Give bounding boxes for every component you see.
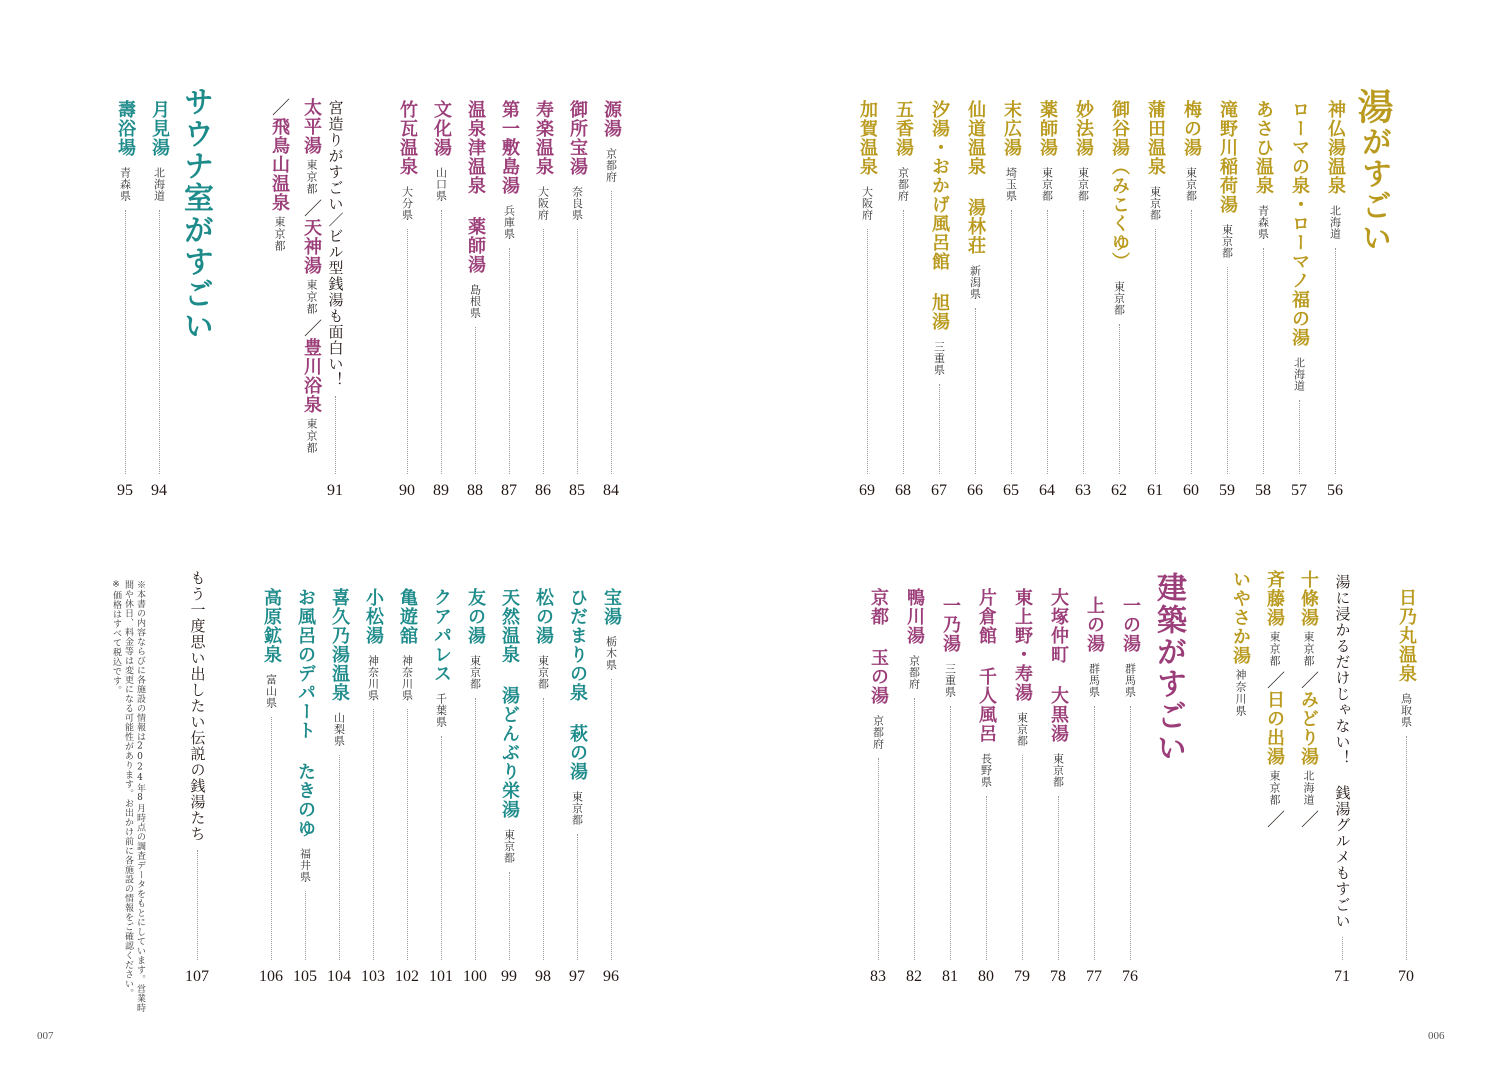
entry-name[interactable]: みどり湯 [1298, 690, 1319, 766]
entry-prefecture: 北海道 [152, 167, 166, 202]
toc-entry[interactable] [1318, 100, 1352, 500]
entry-name: クアパレス [431, 588, 452, 683]
entry-prefecture: 東京都 [1076, 167, 1090, 202]
toc-entry[interactable] [254, 588, 288, 986]
entry-name: 末広湯 [1001, 100, 1022, 157]
toc-entry[interactable] [1210, 100, 1244, 500]
page-number: 82 [906, 968, 922, 985]
leader-dots [1263, 248, 1264, 475]
page-number: 68 [895, 482, 911, 499]
toc-entry[interactable] [108, 100, 142, 500]
entry-name: 月見湯 [149, 100, 170, 157]
entry-prefecture: 東京都 [1051, 753, 1065, 788]
entry-prefecture: 東京都 [1015, 712, 1029, 747]
page-number: 58 [1255, 482, 1271, 499]
entry-name: 喜久乃湯温泉 [329, 588, 350, 702]
entry-name[interactable]: 斉藤湯 [1264, 570, 1285, 627]
leader-dots [475, 698, 476, 961]
toc-bldg-line1: 太平湯東京都／天神湯東京都／豊川浴泉東京都 [301, 98, 322, 454]
page-number: 80 [978, 968, 994, 985]
toc-entry[interactable] [933, 596, 967, 986]
toc-entry[interactable] [1066, 100, 1100, 500]
entry-prefecture: 島根県 [468, 284, 482, 319]
leader-dots [975, 308, 976, 475]
toc-entry[interactable] [390, 100, 424, 500]
entry-prefecture: 青森県 [1256, 205, 1270, 240]
toc-entry[interactable] [958, 100, 992, 500]
entry-name: 友の湯 [465, 588, 486, 645]
page-number: 98 [535, 968, 551, 985]
leader-dots [407, 229, 408, 475]
toc-entry[interactable] [897, 588, 931, 986]
heading-kenchiku: 建築がすごい [1151, 572, 1186, 764]
entry-name: 汐湯・おかげ風呂館 旭湯 [929, 100, 950, 331]
page-number: 67 [931, 482, 947, 499]
entry-prefecture: 奈良県 [570, 186, 584, 221]
entry-name: ローマの泉・ローマノ福の湯 [1289, 100, 1310, 347]
entry-name: 大塚仲町 大黒湯 [1048, 588, 1069, 743]
leader-dots [577, 834, 578, 961]
entry-name[interactable]: 十條湯 [1298, 570, 1319, 627]
entry-name: 蒲田温泉 [1145, 100, 1166, 176]
entry-prefecture: 北海道 [1328, 205, 1342, 240]
entry-name[interactable]: 天神湯 [301, 218, 322, 275]
leader-dots [1083, 210, 1084, 475]
leader-dots [1227, 267, 1228, 475]
entry-name: 竹瓦温泉 [397, 100, 418, 176]
entry-name: 東上野・寿湯 [1012, 588, 1033, 702]
leader-dots [373, 709, 374, 960]
page-number: 66 [967, 482, 983, 499]
leader-dots [509, 248, 510, 475]
entry-name: 五香湯 [893, 100, 914, 157]
entry-prefecture: 京都府 [871, 715, 885, 750]
toc-entry[interactable] [1138, 100, 1172, 500]
folio-left: 007 [37, 1030, 54, 1042]
leader-dots [1335, 248, 1336, 475]
leader-dots [914, 698, 915, 961]
page-number: 63 [1075, 482, 1091, 499]
toc-entry[interactable] [492, 100, 526, 500]
page-number: 106 [259, 968, 283, 985]
leader-dots [1119, 324, 1120, 475]
toc-entry[interactable] [390, 588, 424, 986]
leader-dots [159, 210, 160, 475]
page-number: 91 [327, 482, 343, 499]
leader-dots [903, 210, 904, 475]
page-number: 104 [327, 968, 351, 985]
entry-name: 滝野川稲荷湯 [1217, 100, 1238, 214]
leader-dots [1155, 229, 1156, 475]
toc-entry[interactable] [1282, 100, 1316, 500]
page-number: 61 [1147, 482, 1163, 499]
entry-name: 梅の湯 [1181, 100, 1202, 157]
page-number: 97 [569, 968, 585, 985]
page-number: 107 [185, 968, 209, 985]
entry-name: 薬師湯 [1037, 100, 1058, 157]
toc-entry-gourmet-title[interactable] [1325, 574, 1359, 986]
page-number: 56 [1327, 482, 1343, 499]
toc-entry[interactable] [1077, 596, 1111, 986]
entry-name[interactable]: 太平湯 [301, 98, 322, 155]
entry-prefecture: 鳥取県 [1399, 693, 1413, 728]
toc-entry[interactable] [492, 588, 526, 986]
toc-entry[interactable] [1041, 588, 1075, 986]
entry-name: 神仏湯温泉 [1325, 100, 1346, 195]
leader-dots [1094, 706, 1095, 961]
page-number: 90 [399, 482, 415, 499]
entry-prefecture: 東京都 [570, 791, 584, 826]
leader-dots [441, 736, 442, 961]
page-number: 86 [535, 482, 551, 499]
leader-dots [1299, 400, 1300, 475]
page-number: 96 [603, 968, 619, 985]
page-number: 81 [942, 968, 958, 985]
entry-prefecture: 東京都 [1220, 224, 1234, 259]
toc-bldg-line2: ／飛鳥山温泉東京都 [269, 98, 290, 252]
entry-name: 壽浴場 [115, 100, 136, 157]
leader-dots [878, 758, 879, 961]
leader-dots [1047, 210, 1048, 475]
entry-name[interactable]: 豊川浴泉 [301, 338, 322, 414]
toc-entry[interactable] [886, 100, 920, 500]
leader-dots [509, 872, 510, 961]
entry-prefecture: 山梨県 [332, 712, 346, 747]
leader-dots [339, 755, 340, 961]
entry-name: 文化湯 [431, 100, 452, 157]
toc-entry[interactable] [1174, 100, 1208, 500]
entry-prefecture: 東京都 [536, 655, 550, 690]
entry-prefecture: 東京都 [1112, 281, 1126, 316]
entry-name: 一の湯 [1120, 596, 1141, 653]
entry-name: 京都 玉の湯 [868, 588, 889, 705]
entry-name: 亀遊舘 [397, 588, 418, 645]
entry-prefecture: 埼玉県 [1004, 167, 1018, 202]
leader-dots [1406, 736, 1407, 961]
entry-prefecture: 京都府 [604, 148, 618, 183]
entry-prefecture: 東京都 [502, 829, 516, 864]
leader-dots [577, 229, 578, 475]
page-number: 57 [1291, 482, 1307, 499]
heading-yu: 湯がすごい [1352, 88, 1394, 254]
toc-entry[interactable] [424, 588, 458, 986]
entry-name: 寿楽温泉 [533, 100, 554, 176]
entry-prefecture: 大分県 [400, 186, 414, 221]
entry-prefecture: 青森県 [118, 167, 132, 202]
entry-prefecture: 群馬県 [1087, 663, 1101, 698]
page-number: 101 [429, 968, 453, 985]
entry-name: 鴨川湯 [904, 588, 925, 645]
entry-name[interactable]: いやさか湯 [1230, 570, 1251, 665]
entry-prefecture: 京都府 [896, 167, 910, 202]
leader-dots [197, 850, 198, 960]
toc-entry[interactable] [526, 588, 560, 986]
page-number: 105 [293, 968, 317, 985]
entry-prefecture: 北海道 [1292, 357, 1306, 392]
toc-entry[interactable] [594, 588, 628, 986]
entry-name: 上の湯 [1084, 596, 1105, 653]
toc-entry[interactable] [458, 588, 492, 986]
entry-prefecture: 山口県 [434, 167, 448, 202]
page-number: 60 [1183, 482, 1199, 499]
entry-name: お風呂のデパート たきのゆ [295, 588, 316, 838]
toc-entry[interactable] [1005, 588, 1039, 986]
toc-entry[interactable] [1102, 100, 1136, 500]
folio-right: 006 [1428, 1030, 1445, 1042]
toc-entry[interactable] [424, 100, 458, 500]
toc-entry[interactable] [322, 588, 356, 986]
leader-dots [271, 717, 272, 961]
entry-prefecture: 大阪府 [536, 186, 550, 221]
entry-prefecture: 群馬県 [1123, 663, 1137, 698]
entry-name: 第一敷島湯 [499, 100, 520, 195]
page-number: 79 [1014, 968, 1030, 985]
toc-entry[interactable] [560, 100, 594, 500]
leader-dots [611, 191, 612, 475]
footnote: ※本書の内容ならびに各施設の情報は2024年8月時点の調査データをもとにしています。営業時 間や休日、料金等は変更になる可能性があります。お出かけ前に各施設の情報をご確認ください。 ※価格はすべて税込です。 [111, 580, 145, 1013]
leader-dots [543, 698, 544, 961]
page-number: 85 [569, 482, 585, 499]
toc-entry[interactable] [969, 588, 1003, 986]
page-number: 71 [1334, 968, 1350, 985]
toc-gourmet-line1: 十條湯東京都／みどり湯北海道／ [1298, 570, 1319, 829]
page-number: 95 [117, 482, 133, 499]
leader-dots [1342, 937, 1343, 960]
entry-prefecture: 大阪府 [860, 186, 874, 221]
entry-name: 御谷湯（みこくゆ） [1109, 100, 1130, 271]
page-number: 84 [603, 482, 619, 499]
leader-dots [611, 679, 612, 961]
page-number: 65 [1003, 482, 1019, 499]
leader-dots [441, 210, 442, 475]
entry-title: もう一度思い出したい伝説の銭湯たち [188, 570, 207, 842]
toc-entry[interactable] [594, 100, 628, 500]
entry-name: 妙法湯 [1073, 100, 1094, 157]
entry-name[interactable]: 飛鳥山温泉 [269, 117, 290, 212]
leader-dots [305, 891, 306, 961]
entry-name: 一乃湯 [940, 596, 961, 653]
page-number: 83 [870, 968, 886, 985]
toc-entry[interactable] [1389, 588, 1423, 986]
page-number: 87 [501, 482, 517, 499]
page-number: 89 [433, 482, 449, 499]
entry-prefecture: 兵庫県 [502, 205, 516, 240]
toc-gourmet-line2: 斉藤湯東京都／日の出湯東京都／ [1264, 570, 1285, 829]
leader-dots [950, 706, 951, 961]
entry-name: 天然温泉 湯どんぶり栄湯 [499, 588, 520, 819]
toc-entry[interactable] [861, 588, 895, 986]
toc-entry[interactable] [1030, 100, 1064, 500]
leader-dots [407, 709, 408, 960]
leader-dots [475, 327, 476, 475]
leader-dots [1058, 796, 1059, 961]
entry-title: 湯に浸かるだけじゃない！ 銭湯グルメもすごい [1333, 574, 1352, 929]
entry-prefecture: 東京都 [468, 655, 482, 690]
page-number: 76 [1122, 968, 1138, 985]
entry-name: 源湯 [601, 100, 622, 138]
entry-name: あさひ温泉 [1253, 100, 1274, 195]
leader-dots [1191, 210, 1192, 475]
toc-entry[interactable] [526, 100, 560, 500]
toc-entry[interactable] [142, 100, 176, 500]
toc-gourmet-line3: いやさか湯神奈川県 [1230, 570, 1251, 717]
entry-name: 加賀温泉 [857, 100, 878, 176]
toc-entry[interactable] [288, 588, 322, 986]
page-number: 102 [395, 968, 419, 985]
leader-dots [1011, 210, 1012, 475]
entry-prefecture: 栃木県 [604, 636, 618, 671]
entry-prefecture: 東京都 [1184, 167, 1198, 202]
leader-dots [543, 229, 544, 475]
toc-entry-legend[interactable] [180, 570, 214, 986]
entry-prefecture: 東京都 [1040, 167, 1054, 202]
toc-entry[interactable] [994, 100, 1028, 500]
entry-name: 小松湯 [363, 588, 384, 645]
leader-dots [867, 229, 868, 475]
toc-entry[interactable] [1246, 100, 1280, 500]
page-number: 64 [1039, 482, 1055, 499]
entry-name: 片倉館 千人風呂 [976, 588, 997, 743]
entry-prefecture: 三重県 [943, 663, 957, 698]
entry-name: 宝湯 [601, 588, 622, 626]
page-number: 100 [463, 968, 487, 985]
page-number: 99 [501, 968, 517, 985]
page-number: 94 [151, 482, 167, 499]
toc-entry[interactable] [850, 100, 884, 500]
entry-name: 御所宝湯 [567, 100, 588, 176]
page-number: 78 [1050, 968, 1066, 985]
entry-prefecture: 福井県 [298, 848, 312, 883]
entry-prefecture: 新潟県 [968, 265, 982, 300]
page-number: 88 [467, 482, 483, 499]
leader-dots [1130, 706, 1131, 961]
page-number: 62 [1111, 482, 1127, 499]
entry-prefecture: 長野県 [979, 753, 993, 788]
entry-prefecture: 神奈川県 [400, 655, 414, 701]
entry-name: 温泉津温泉 薬師湯 [465, 100, 486, 274]
leader-dots [939, 384, 940, 475]
heading-sauna: サウナ室がすごい [178, 86, 213, 342]
toc-entry[interactable] [458, 100, 492, 500]
page-number: 77 [1086, 968, 1102, 985]
entry-prefecture: 千葉県 [434, 693, 448, 728]
page-number: 70 [1398, 968, 1414, 985]
entry-name: 日乃丸温泉 [1396, 588, 1417, 683]
entry-name: 仙道温泉 湯林荘 [965, 100, 986, 255]
entry-prefecture: 京都府 [907, 655, 921, 690]
toc-entry[interactable] [560, 588, 594, 986]
toc-entry[interactable] [922, 100, 956, 500]
entry-name: 松の湯 [533, 588, 554, 645]
toc-entry[interactable] [1113, 596, 1147, 986]
toc-entry[interactable] [356, 588, 390, 986]
entry-prefecture: 神奈川県 [366, 655, 380, 701]
entry-name: 高原鉱泉 [261, 588, 282, 664]
leader-dots [335, 396, 336, 474]
page-number: 69 [859, 482, 875, 499]
entry-prefecture: 富山県 [264, 674, 278, 709]
entry-name: ひだまりの泉 萩の湯 [567, 588, 588, 781]
entry-name[interactable]: 日の出湯 [1264, 690, 1285, 766]
leader-dots [125, 210, 126, 475]
entry-prefecture: 三重県 [932, 341, 946, 376]
page-number: 59 [1219, 482, 1235, 499]
leader-dots [986, 796, 987, 961]
entry-title: 宮造りがすごい／ビル型銭湯も面白い！ [326, 100, 345, 388]
leader-dots [1022, 755, 1023, 961]
entry-prefecture: 東京都 [1148, 186, 1162, 221]
page-number: 103 [361, 968, 385, 985]
